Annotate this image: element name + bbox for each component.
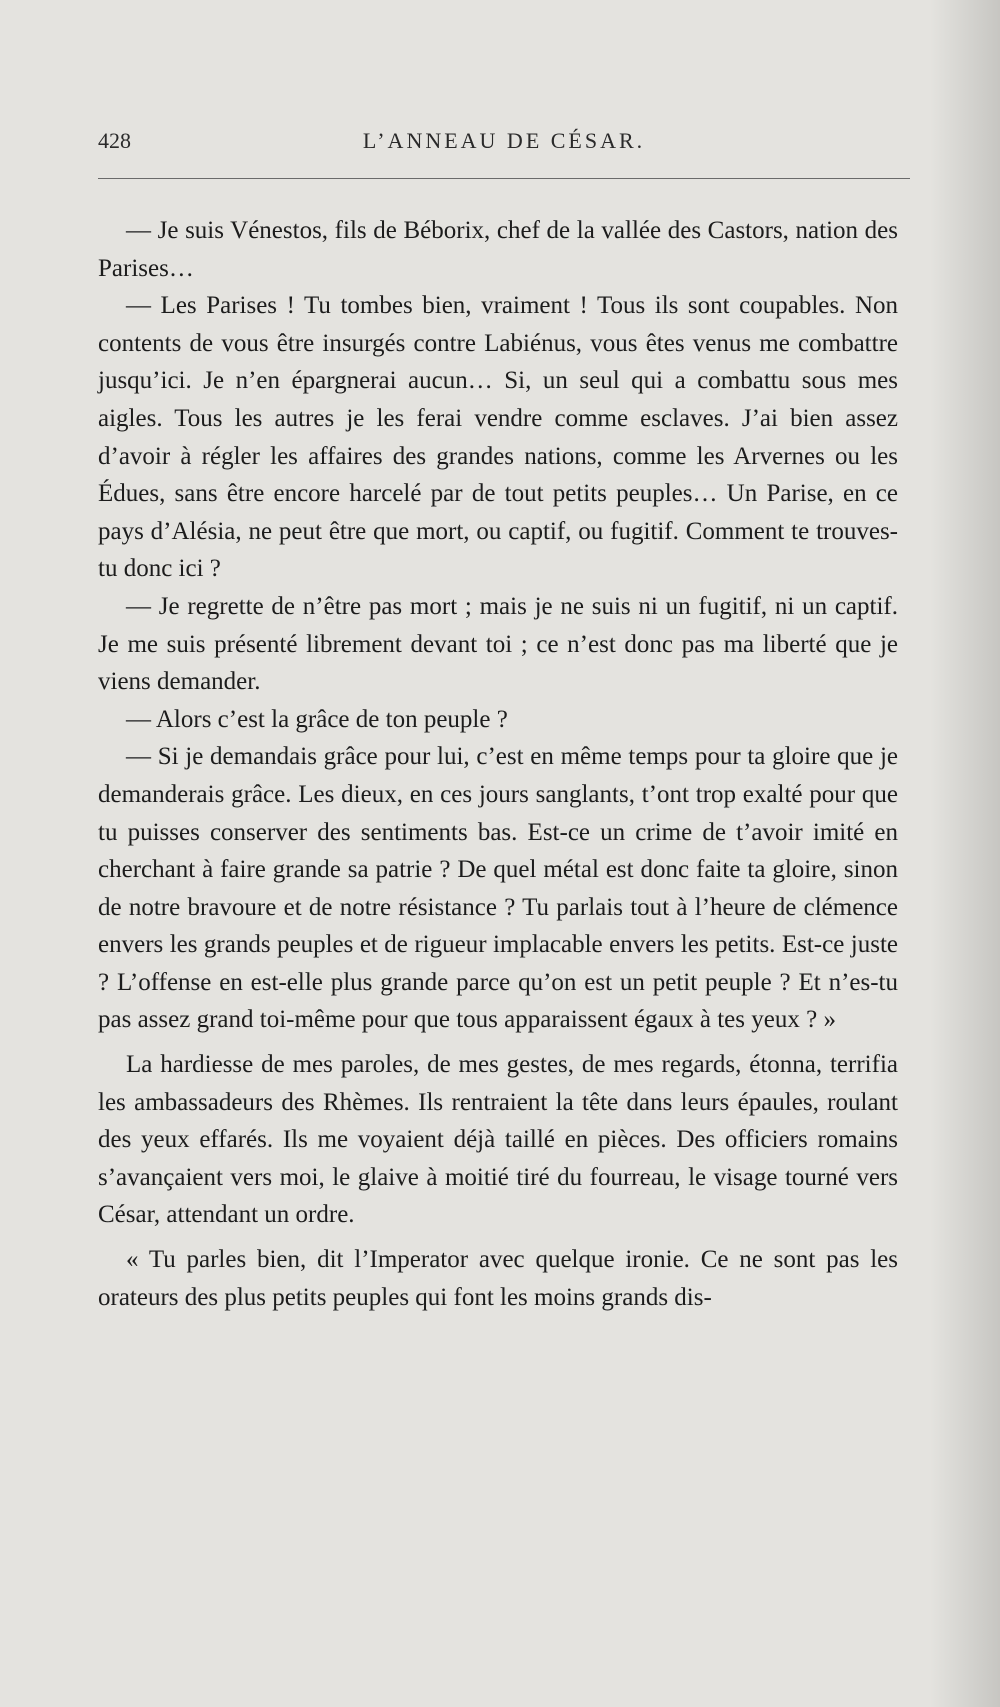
paragraph: — Les Parises ! Tu tombes bien, vraiment ! Tous ils sont coupables. Non contents de vous être insurgés contre Labiénus, vous êtes venus me combattre jusqu’ici. Je n’en épargnerai aucun… Si, un seul qui a combattu sous mes aigles. Tous les autres je les ferai vendre comme esclaves. J’ai bien assez d’avoir à régler les affaires des grandes nations, comme les Arvernes ou les Édues, sans être encore harcelé par de tout petits peuples… Un Parise, en ce pays d’Alésia, ne peut être que mort, ou captif, ou fugitif. Comment te trouves-tu donc ici ?	[98, 292, 898, 583]
paragraph: — Je regrette de n’être pas mort ; mais je ne suis ni un fugitif, ni un captif. Je me suis présenté librement devant toi ; ce n’est donc pas ma liberté que je viens demander.	[98, 592, 898, 696]
running-title: L’ANNEAU DE CÉSAR.	[362, 128, 646, 153]
paragraph: « Tu parles bien, dit l’Imperator avec quelque ironie. Ce ne sont pas les orateurs des plus petits peuples qui font les moins grands dis-	[98, 1246, 898, 1311]
paragraph: — Alors c’est la grâce de ton peuple ?	[126, 705, 508, 733]
paragraph: — Si je demandais grâce pour lui, c’est en même temps pour ta gloire que je demanderais grâce. Les dieux, en ces jours sanglants, t’ont trop exalté pour que tu puisses conserver des sentiments bas. Est-ce un crime de t’avoir imité en cherchant à faire grande sa patrie ? De quel métal est donc faite ta gloire, sinon de notre bravoure et de notre résistance ? Tu parlais tout à l’heure de clémence envers les grands peuples et de rigueur implacable envers les petits. Est-ce juste ? L’offense en est-elle plus grande parce qu’on est un petit peuple ? Et n’es-tu pas assez grand toi-même pour que tous apparaissent égaux à tes yeux ? »	[98, 743, 898, 1034]
header-rule	[98, 178, 910, 179]
page-edge-shadow	[930, 0, 1000, 1707]
page-number: 428	[98, 128, 131, 153]
page-header	[98, 128, 910, 168]
paragraph: — Je suis Vénestos, fils de Béborix, chef de la vallée des Castors, nation des Parises…	[98, 217, 898, 282]
paragraph: La hardiesse de mes paroles, de mes gestes, de mes regards, étonna, terrifia les ambassadeurs des Rhèmes. Ils rentraient la tête dans leurs épaules, roulant des yeux effarés. Ils me voyaient déjà taillé en pièces. Des officiers romains s’avançaient vers moi, le glaive à moitié tiré du fourreau, le visage tourné vers César, attendant un ordre.	[98, 1051, 898, 1229]
body-text	[98, 212, 898, 1316]
